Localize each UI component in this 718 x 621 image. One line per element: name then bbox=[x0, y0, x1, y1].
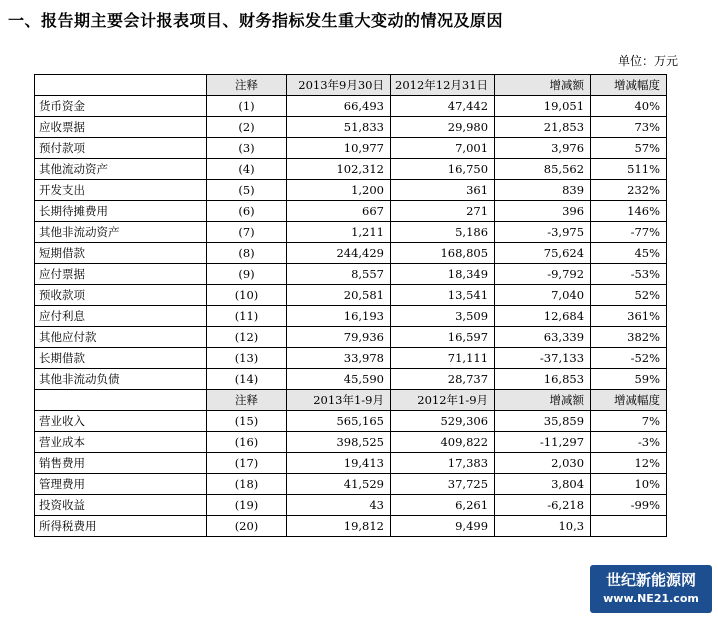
header-cell: 增减幅度 bbox=[591, 75, 667, 96]
table-cell: 361% bbox=[591, 306, 667, 327]
table-cell: 43 bbox=[287, 495, 391, 516]
table-cell: 8,557 bbox=[287, 264, 391, 285]
header-cell: 2013年9月30日 bbox=[287, 75, 391, 96]
table-cell bbox=[591, 516, 667, 537]
table-cell: 667 bbox=[287, 201, 391, 222]
table-cell: -99% bbox=[591, 495, 667, 516]
table-cell: -52% bbox=[591, 348, 667, 369]
table-cell: 18,349 bbox=[391, 264, 495, 285]
table-cell: 63,339 bbox=[495, 327, 591, 348]
table-cell: 16,193 bbox=[287, 306, 391, 327]
table-cell: 398,525 bbox=[287, 432, 391, 453]
table-cell: 47,442 bbox=[391, 96, 495, 117]
site-watermark bbox=[590, 565, 712, 613]
table-cell: 12% bbox=[591, 453, 667, 474]
table-cell: (18) bbox=[207, 474, 287, 495]
table-cell: 511% bbox=[591, 159, 667, 180]
table-header-row bbox=[35, 390, 667, 411]
table-cell: (10) bbox=[207, 285, 287, 306]
table-cell: 19,413 bbox=[287, 453, 391, 474]
table-cell: 16,597 bbox=[391, 327, 495, 348]
table-row bbox=[35, 453, 667, 474]
table-cell: 其他流动资产 bbox=[35, 159, 207, 180]
table-row bbox=[35, 159, 667, 180]
header-cell: 2012年12月31日 bbox=[391, 75, 495, 96]
table-row bbox=[35, 180, 667, 201]
table-cell: 75,624 bbox=[495, 243, 591, 264]
table-cell: 19,812 bbox=[287, 516, 391, 537]
table-cell: 52% bbox=[591, 285, 667, 306]
table-cell: 146% bbox=[591, 201, 667, 222]
table-row bbox=[35, 222, 667, 243]
table-cell: 9,499 bbox=[391, 516, 495, 537]
table-cell: 3,804 bbox=[495, 474, 591, 495]
table-cell: 244,429 bbox=[287, 243, 391, 264]
table-cell: 10% bbox=[591, 474, 667, 495]
table-cell: 预付款项 bbox=[35, 138, 207, 159]
header-cell: 增减额 bbox=[495, 390, 591, 411]
table-row bbox=[35, 117, 667, 138]
header-cell: 增减幅度 bbox=[591, 390, 667, 411]
table-cell: (6) bbox=[207, 201, 287, 222]
table-cell: (20) bbox=[207, 516, 287, 537]
table-cell: 5,186 bbox=[391, 222, 495, 243]
table-cell: (12) bbox=[207, 327, 287, 348]
section-heading: 一、报告期主要会计报表项目、财务指标发生重大变动的情况及原因 bbox=[8, 11, 504, 30]
header-cell: 2013年1-9月 bbox=[287, 390, 391, 411]
table-row bbox=[35, 201, 667, 222]
table-row bbox=[35, 516, 667, 537]
table-row bbox=[35, 369, 667, 390]
table-cell: 37,725 bbox=[391, 474, 495, 495]
table-cell: -9,792 bbox=[495, 264, 591, 285]
table-cell: (19) bbox=[207, 495, 287, 516]
table-row bbox=[35, 327, 667, 348]
table-cell: 3,976 bbox=[495, 138, 591, 159]
table-cell: 839 bbox=[495, 180, 591, 201]
table-cell: (7) bbox=[207, 222, 287, 243]
table-row bbox=[35, 432, 667, 453]
table-cell: (17) bbox=[207, 453, 287, 474]
table-cell: 销售费用 bbox=[35, 453, 207, 474]
table-cell: 10,3 bbox=[495, 516, 591, 537]
table-cell: 投资收益 bbox=[35, 495, 207, 516]
watermark-url: www.NE21.com bbox=[603, 592, 699, 605]
table-cell: 13,541 bbox=[391, 285, 495, 306]
table-cell: (3) bbox=[207, 138, 287, 159]
table-cell: 33,978 bbox=[287, 348, 391, 369]
table-cell: (2) bbox=[207, 117, 287, 138]
table-cell: 529,306 bbox=[391, 411, 495, 432]
table-cell: 29,980 bbox=[391, 117, 495, 138]
table-cell: 21,853 bbox=[495, 117, 591, 138]
table-cell: 232% bbox=[591, 180, 667, 201]
table-cell: 长期待摊费用 bbox=[35, 201, 207, 222]
table-cell: 应付票据 bbox=[35, 264, 207, 285]
header-cell bbox=[35, 75, 207, 96]
table-cell: (8) bbox=[207, 243, 287, 264]
table-row bbox=[35, 96, 667, 117]
table-row bbox=[35, 348, 667, 369]
table-cell: 12,684 bbox=[495, 306, 591, 327]
table-cell: 85,562 bbox=[495, 159, 591, 180]
table-cell: 营业收入 bbox=[35, 411, 207, 432]
table-cell: 565,165 bbox=[287, 411, 391, 432]
table-cell: 51,833 bbox=[287, 117, 391, 138]
unit-label: 单位：万元 bbox=[617, 54, 678, 68]
table-cell: (9) bbox=[207, 264, 287, 285]
table-cell: (15) bbox=[207, 411, 287, 432]
table-cell: 其他非流动资产 bbox=[35, 222, 207, 243]
table-cell: 其他应付款 bbox=[35, 327, 207, 348]
table-cell: 409,822 bbox=[391, 432, 495, 453]
table-row bbox=[35, 138, 667, 159]
table-cell: -37,133 bbox=[495, 348, 591, 369]
table-cell: 45,590 bbox=[287, 369, 391, 390]
table-row bbox=[35, 474, 667, 495]
table-cell: (5) bbox=[207, 180, 287, 201]
table-cell: 382% bbox=[591, 327, 667, 348]
table-cell: 20,581 bbox=[287, 285, 391, 306]
table-cell: 2,030 bbox=[495, 453, 591, 474]
table-cell: (13) bbox=[207, 348, 287, 369]
table-cell: 102,312 bbox=[287, 159, 391, 180]
table-cell: (16) bbox=[207, 432, 287, 453]
table-cell: 管理费用 bbox=[35, 474, 207, 495]
table-cell: (11) bbox=[207, 306, 287, 327]
table-cell: 16,853 bbox=[495, 369, 591, 390]
table-cell: 货币资金 bbox=[35, 96, 207, 117]
table-cell: (14) bbox=[207, 369, 287, 390]
header-cell: 2012年1-9月 bbox=[391, 390, 495, 411]
table-cell: -3% bbox=[591, 432, 667, 453]
table-cell: 71,111 bbox=[391, 348, 495, 369]
table-cell: 7% bbox=[591, 411, 667, 432]
table-cell: 应收票据 bbox=[35, 117, 207, 138]
table-cell: 66,493 bbox=[287, 96, 391, 117]
table-cell: 6,261 bbox=[391, 495, 495, 516]
table-cell: 45% bbox=[591, 243, 667, 264]
table-row bbox=[35, 243, 667, 264]
table-header-row bbox=[35, 75, 667, 96]
header-cell: 增减额 bbox=[495, 75, 591, 96]
table-cell: -77% bbox=[591, 222, 667, 243]
table-cell: -3,975 bbox=[495, 222, 591, 243]
table-cell: 应付利息 bbox=[35, 306, 207, 327]
table-cell: 16,750 bbox=[391, 159, 495, 180]
table-cell: 59% bbox=[591, 369, 667, 390]
table-cell: -11,297 bbox=[495, 432, 591, 453]
table-cell: 预收款项 bbox=[35, 285, 207, 306]
table-cell: 271 bbox=[391, 201, 495, 222]
table-row bbox=[35, 411, 667, 432]
table-cell: 其他非流动负债 bbox=[35, 369, 207, 390]
table-cell: 19,051 bbox=[495, 96, 591, 117]
header-cell bbox=[35, 390, 207, 411]
table-cell: 17,383 bbox=[391, 453, 495, 474]
table-cell: 396 bbox=[495, 201, 591, 222]
table-cell: 7,040 bbox=[495, 285, 591, 306]
table-cell: -6,218 bbox=[495, 495, 591, 516]
table-cell: 79,936 bbox=[287, 327, 391, 348]
table-cell: 1,200 bbox=[287, 180, 391, 201]
table-cell: 7,001 bbox=[391, 138, 495, 159]
table-cell: (1) bbox=[207, 96, 287, 117]
table-cell: -53% bbox=[591, 264, 667, 285]
table-cell: (4) bbox=[207, 159, 287, 180]
table-cell: 40% bbox=[591, 96, 667, 117]
table-row bbox=[35, 285, 667, 306]
table-cell: 开发支出 bbox=[35, 180, 207, 201]
table-cell: 35,859 bbox=[495, 411, 591, 432]
header-cell: 注释 bbox=[207, 75, 287, 96]
table-cell: 73% bbox=[591, 117, 667, 138]
table-row bbox=[35, 306, 667, 327]
table-cell: 41,529 bbox=[287, 474, 391, 495]
table-cell: 168,805 bbox=[391, 243, 495, 264]
table-cell: 所得税费用 bbox=[35, 516, 207, 537]
table-cell: 长期借款 bbox=[35, 348, 207, 369]
table-cell: 3,509 bbox=[391, 306, 495, 327]
header-cell: 注释 bbox=[207, 390, 287, 411]
table-cell: 短期借款 bbox=[35, 243, 207, 264]
table-cell: 营业成本 bbox=[35, 432, 207, 453]
table-row bbox=[35, 264, 667, 285]
watermark-title: 世纪新能源网 bbox=[605, 571, 696, 589]
table-cell: 1,211 bbox=[287, 222, 391, 243]
table-cell: 10,977 bbox=[287, 138, 391, 159]
table-cell: 57% bbox=[591, 138, 667, 159]
table-cell: 28,737 bbox=[391, 369, 495, 390]
financial-table bbox=[34, 74, 667, 537]
table-cell: 361 bbox=[391, 180, 495, 201]
table-row bbox=[35, 495, 667, 516]
